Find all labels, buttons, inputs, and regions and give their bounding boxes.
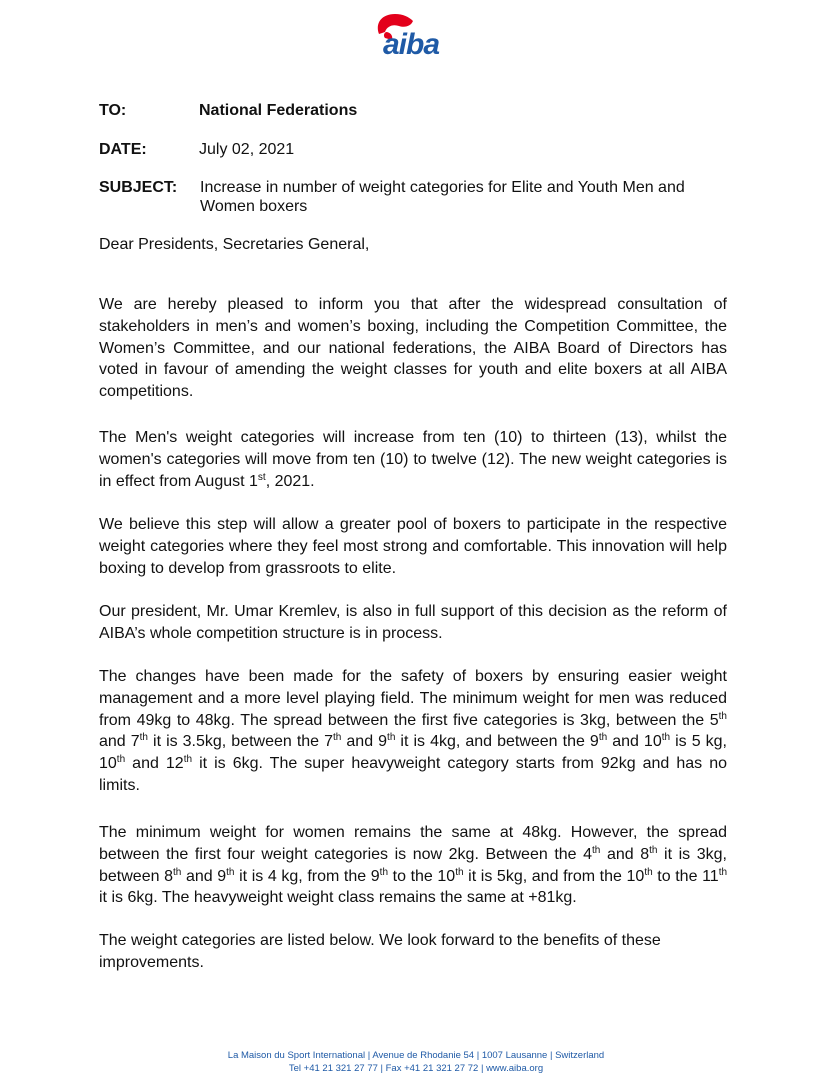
paragraph-categories-increase: The Men's weight categories will increase from ten (10) to thirteen (13), whilst the women's categories will move from ten (10) to twelve (12). The new weight categories is in effect from August 1st, 2021. [99, 429, 727, 490]
salutation: Dear Presidents, Secretaries General, [99, 236, 370, 253]
to-label: TO: [99, 102, 127, 119]
logo-text: aiba [383, 28, 440, 61]
footer-contact: Tel +41 21 321 27 77 | Fax +41 21 321 27 72 | www.aiba.org [288, 1063, 544, 1074]
subject-line-1: Increase in number of weight categories for Elite and Youth Men and [200, 179, 685, 196]
paragraph-closing: The weight categories are listed below. We look forward to the benefits of these improvements. [99, 932, 661, 971]
date-label: DATE: [99, 141, 147, 158]
footer-address: La Maison du Sport International | Avenue de Rhodanie 54 | 1007 Lausanne | Switzerland [227, 1050, 605, 1061]
letterhead-footer [150, 1049, 682, 1075]
paragraph-greater-pool: We believe this step will allow a greater pool of boxers to participate in the respective weight categories where they feel most strong and comfortable. This innovation will help boxing to develop from grassroots to elite. [99, 516, 727, 577]
subject-line-2: Women boxers [200, 198, 308, 215]
date-value: July 02, 2021 [199, 141, 295, 158]
paragraph-president-support: Our president, Mr. Umar Kremlev, is also in full support of this decision as the reform of AIBA’s whole competition structure is in process. [99, 603, 727, 642]
to-value: National Federations [199, 102, 358, 119]
subject-label: SUBJECT: [99, 179, 178, 196]
aiba-logo [369, 8, 459, 60]
paragraph-men-changes: The changes have been made for the safety of boxers by ensuring easier weight management and a more level playing field. The minimum weight for men was reduced from 49kg to 48kg. The spread between the first five categories is 3kg, between the 5th and 7th it is 3.5kg, between the 7th and 9th it is 4kg, and between the 9th and 10th is 5 kg, 10th and 12th it is 6kg. The super heavyweight category starts from 92kg and has no limits. [99, 668, 727, 794]
paragraph-consultation: We are hereby pleased to inform you that after the widespread consultation of stakeholders in men’s and women’s boxing, including the Competition Committee, the Women’s Committee, and our national federations, the AIBA Board of Directors has voted in favour of amending the weight classes for youth and elite boxers at all AIBA competitions. [99, 296, 727, 401]
paragraph-women-changes: The minimum weight for women remains the same at 48kg. However, the spread between the first four weight categories is now 2kg. Between the 4th and 8th it is 3kg, between 8th and 9th it is 4 kg, from the 9th to the 10th it is 5kg, and from the 10th to the 11th it is 6kg. The heavyweight weight class remains the same at +81kg. [99, 824, 728, 907]
